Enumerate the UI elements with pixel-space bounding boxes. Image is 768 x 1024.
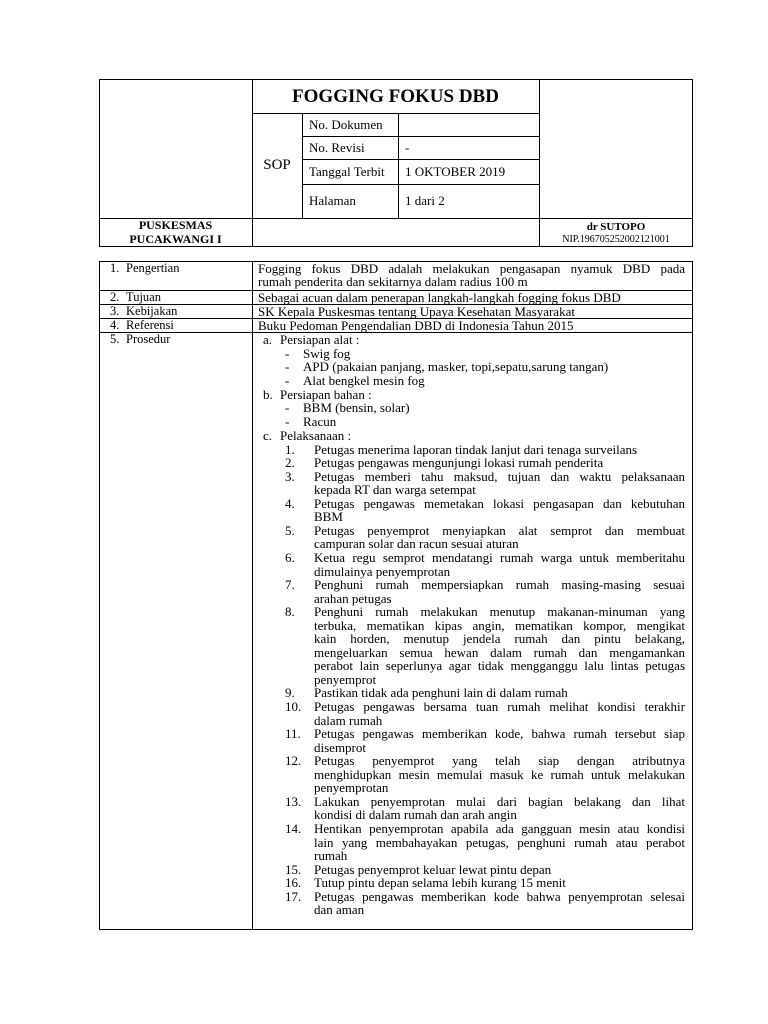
step-text: Pastikan tidak ada penghuni lain di dalam rumah: [314, 685, 568, 700]
section-number: 4.: [110, 318, 120, 332]
definition-text: Fogging fokus DBD adalah melakukan pengasapan nyamuk DBD pada: [258, 261, 685, 276]
section-number: 1.: [110, 261, 120, 275]
step-number: 6.: [285, 550, 295, 565]
list-item: APD (pakaian panjang, masker, topi,sepatu,sarung tangan): [303, 359, 609, 374]
list-item: Swig fog: [303, 346, 351, 361]
step-text: Petugas penyemprot yang telah siap dengan atributnya: [314, 753, 685, 768]
step-text: Petugas pengawas memetakan lokasi pengasapan dan kebutuhan: [314, 496, 685, 511]
doc-number-label: No. Dokumen: [309, 117, 383, 132]
step-number: 8.: [285, 604, 295, 619]
divider: [252, 261, 253, 930]
step-text: kepada RT dan warga setempat: [314, 482, 476, 497]
step-text: perabot lain seperlunya agar tidak mengganggu lalu lintas petugas: [314, 658, 685, 673]
signer-nip: NIP.196705252002121001: [562, 234, 670, 245]
step-text: Petugas pengawas memberikan kode bahwa penyemprotan selesai: [314, 889, 685, 904]
step-text: Petugas pengawas memberikan kode, bahwa rumah tersebut siap: [314, 726, 685, 741]
step-number: 1.: [285, 442, 295, 457]
step-text: Penghuni rumah mempersiapkan rumah masing-masing sesuai: [314, 577, 685, 592]
section-number: 3.: [110, 304, 120, 318]
list-marker: -: [285, 400, 290, 415]
step-number: 2.: [285, 455, 295, 470]
list-marker: c.: [263, 428, 273, 443]
step-text: campuran solar dan racun sesuai aturan: [314, 536, 519, 551]
step-text: terbuka, mematikan kipas angin, mematikan kompor, mengikat: [314, 618, 685, 633]
section-number: 2.: [110, 290, 120, 304]
section-label: Kebijakan: [126, 304, 178, 318]
step-text: penyemprotan: [314, 780, 389, 795]
reference-text: Buku Pedoman Pengendalian DBD di Indonesia Tahun 2015: [258, 318, 574, 333]
subsection-title: Persiapan bahan :: [280, 387, 372, 402]
step-number: 13.: [285, 794, 302, 809]
section-label: Pengertian: [126, 261, 180, 275]
step-text: Petugas penyemprot keluar lewat pintu depan: [314, 862, 552, 877]
step-number: 16.: [285, 875, 302, 890]
divider: [302, 113, 303, 218]
step-number: 3.: [285, 469, 295, 484]
list-marker: -: [285, 373, 290, 388]
step-text: arahan petugas: [314, 591, 392, 606]
policy-text: SK Kepala Puskesmas tentang Upaya Kesehatan Masyarakat: [258, 304, 575, 319]
step-number: 12.: [285, 753, 302, 768]
step-number: 17.: [285, 889, 302, 904]
step-text: lain yang membahayakan petugas, penghuni rumah atau perabot: [314, 835, 685, 850]
divider: [398, 113, 399, 218]
step-text: Petugas pengawas mengunjungi lokasi rumah penderita: [314, 455, 604, 470]
subsection-title: Persiapan alat :: [280, 332, 360, 347]
step-text: kondisi di dalam rumah dan arah angin: [314, 807, 517, 822]
list-marker: a.: [263, 332, 273, 347]
step-text: disemprot: [314, 740, 366, 755]
step-text: dan aman: [314, 902, 365, 917]
step-number: 9.: [285, 685, 295, 700]
document-title: FOGGING FOKUS DBD: [292, 86, 499, 107]
divider: [302, 159, 539, 160]
step-number: 15.: [285, 862, 302, 877]
step-text: menghidupkan mesin memulai masuk ke rumah untuk melakukan: [314, 767, 685, 782]
step-text: kain horden, menutup jendela rumah dan pintu belakang,: [314, 631, 685, 646]
sop-label: SOP: [263, 157, 291, 173]
step-text: Hentikan penyemprotan apabila ada gangguan mesin atau kondisi: [314, 821, 685, 836]
step-text: mengeluarkan semua hewan dalam rumah dan mengamankan: [314, 645, 685, 660]
step-text: dimulainya penyemprotan: [314, 564, 451, 579]
step-number: 7.: [285, 577, 295, 592]
step-number: 14.: [285, 821, 302, 836]
section-label: Referensi: [126, 318, 174, 332]
step-text: Petugas memberi tahu maksud, tujuan dan waktu pelaksanaan: [314, 469, 685, 484]
step-text: Ketua regu semprot mendatangi rumah warga untuk memberitahu: [314, 550, 685, 565]
organization-name: PUSKESMAS: [138, 218, 213, 232]
step-text: rumah: [314, 848, 348, 863]
issue-date-label: Tanggal Terbit: [309, 164, 385, 179]
signer-name: dr SUTOPO: [586, 221, 646, 233]
step-text: Petugas pengawas bersama tuan rumah melihat kondisi terakhir: [314, 699, 685, 714]
list-marker: -: [285, 359, 290, 374]
list-marker: b.: [263, 387, 273, 402]
organization-name: PUCAKWANGI I: [129, 232, 222, 246]
step-text: Petugas penyemprot menyiapkan alat semprot dan membuat: [314, 523, 685, 538]
step-text: Lakukan penyemprotan mulai dari bagian belakang dan lihat: [314, 794, 685, 809]
step-text: dalam rumah: [314, 713, 383, 728]
step-text: Petugas menerima laporan tindak lanjut dari tenaga surveilans: [314, 442, 638, 457]
list-item: BBM (bensin, solar): [303, 400, 410, 415]
list-item: Racun: [303, 414, 337, 429]
step-number: 4.: [285, 496, 295, 511]
objective-text: Sebagai acuan dalam penerapan langkah-langkah fogging fokus DBD: [258, 290, 621, 305]
revision-value: -: [405, 140, 410, 155]
step-number: 10.: [285, 699, 302, 714]
step-text: penyemprot: [314, 672, 377, 687]
divider: [302, 184, 539, 185]
page-value: 1 dari 2: [405, 193, 445, 208]
section-label: Tujuan: [126, 290, 161, 304]
list-marker: -: [285, 346, 290, 361]
divider: [302, 136, 539, 137]
list-marker: -: [285, 414, 290, 429]
issue-date-value: 1 OKTOBER 2019: [405, 164, 506, 179]
definition-text: rumah penderita dan sekitarnya dalam radius 100 m: [258, 274, 528, 289]
step-text: Tutup pintu depan selama lebih kurang 15 menit: [314, 875, 566, 890]
section-number: 5.: [110, 332, 120, 346]
list-item: Alat bengkel mesin fog: [303, 373, 425, 388]
subsection-title: Pelaksanaan :: [280, 428, 352, 443]
divider: [252, 113, 539, 114]
section-label: Prosedur: [126, 332, 171, 346]
step-text: BBM: [314, 509, 343, 524]
step-text: Penghuni rumah melakukan menutup makanan-minuman yang: [314, 604, 685, 619]
page-label: Halaman: [309, 193, 356, 208]
step-number: 5.: [285, 523, 295, 538]
step-number: 11.: [285, 726, 301, 741]
revision-label: No. Revisi: [309, 140, 365, 155]
